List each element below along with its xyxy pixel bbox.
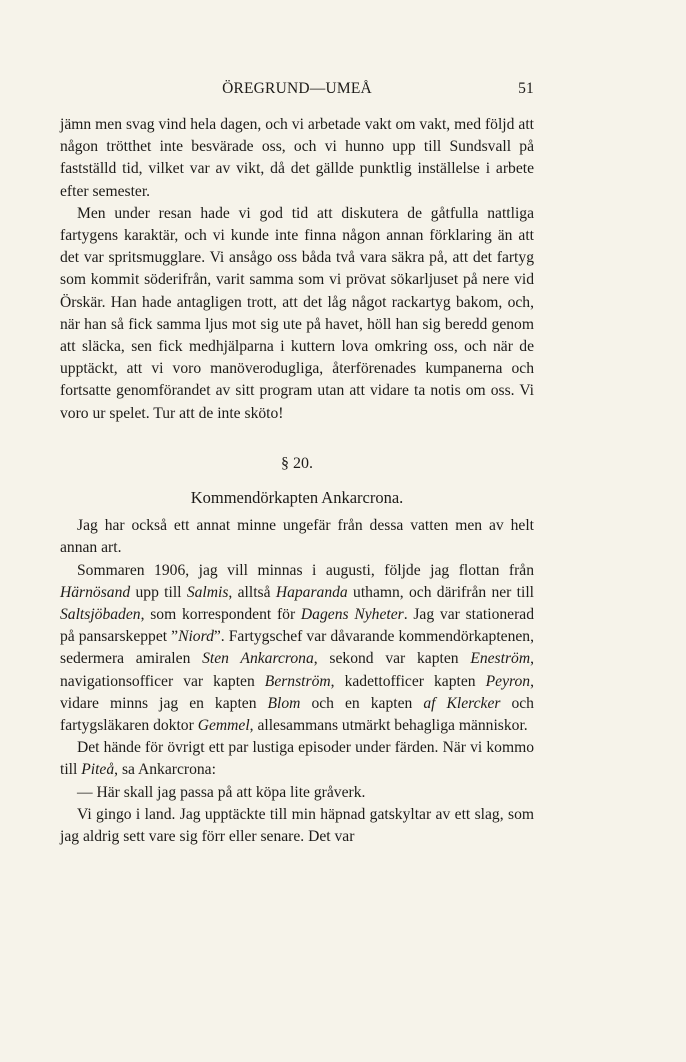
section-title: Kommendörkapten Ankarcrona. — [190, 488, 404, 508]
italic-text-run: Sten Ankarcrona — [202, 650, 314, 668]
text-run: , sekond var kapten — [313, 650, 471, 668]
paragraph — [60, 560, 534, 738]
text-run: ”. Fartygschef var dåvarande kommendörkaptenen, sedermera amiralen — [60, 628, 534, 668]
italic-text-run: Haparanda — [275, 583, 348, 601]
paragraph — [60, 203, 534, 425]
paragraph — [60, 515, 534, 559]
italic-text-run: Härnösand — [60, 583, 131, 601]
text-run: , som korrespondent för — [140, 606, 301, 624]
text-block-1 — [60, 114, 534, 425]
page-number: 51 — [518, 80, 534, 97]
text-run: , allesammans utmärkt behagliga människor. — [249, 717, 528, 735]
text-run: . Jag var stationerad på pansarskeppet ” — [60, 606, 534, 646]
italic-text-run: Eneström — [470, 650, 531, 668]
italic-text-run: Salmis — [186, 583, 229, 601]
text-run: , kadettofficer kapten — [330, 672, 486, 690]
paragraph — [60, 114, 534, 203]
italic-text-run: af Klercker — [423, 694, 501, 712]
paragraph — [60, 782, 534, 804]
section-number: § 20. — [281, 454, 313, 472]
text-run: och en kapten — [300, 694, 424, 712]
italic-text-run: Peyron — [485, 672, 531, 690]
text-run: , alltså — [228, 583, 276, 601]
text-run: jämn men svag vind hela dagen, och vi arbetade vakt om vakt, med följd att någon trötthet inte besvärade oss, och vi hunno upp till Sundsvall på fastställd tid, vilket var av vikt, då det gällde punktlig inställelse i arbete efter semester. — [60, 116, 534, 200]
italic-text-run: Piteå — [81, 761, 115, 779]
text-run: Men under resan hade vi god tid att diskutera de gåtfulla nattliga fartygens karaktär, och vi kunde inte finna någon annan förklaring än att det var spritsmugglare. Vi ansågo oss båda två vara säkra på, att det fartyg som kommit söderifrån, varit samma som vi prövat sökarljuset på nere vid Örskär. Han hade antagligen trott, att det låg något rackartyg bakom, och, när han så fick samma ljus mot sig ute på havet, höll han sig beredd genom att släcka, sen fick medhjälparna i kuttern lova omkring oss, och när de upptäckt, att vi voro manöverodugliga, återförenades kumpanerna och fortsatte genomförandet av sitt program utan att vidare ta notis om oss. Vi voro ur spelet. Tur att de inte sköto! — [60, 204, 534, 422]
paragraph — [60, 737, 534, 781]
italic-text-run: Bernström — [264, 672, 331, 690]
running-header — [60, 80, 534, 102]
italic-text-run: Gemmel — [197, 717, 250, 735]
italic-text-run: Dagens Nyheter — [300, 606, 404, 624]
text-run: , vidare minns jag en kapten — [60, 672, 534, 712]
text-run: — Här skall jag passa på att köpa lite gråverk. — [77, 783, 366, 801]
text-run: Vi gingo i land. Jag upptäckte till min häpnad gatskyltar av ett slag, som jag aldrig sett vare sig förr eller senare. Det var — [60, 805, 534, 846]
text-run: upp till — [130, 583, 187, 601]
text-run: , navigationsofficer var kapten — [60, 650, 534, 690]
text-block-2 — [60, 515, 534, 848]
italic-text-run: Blom — [267, 694, 301, 712]
paragraph — [60, 804, 534, 848]
text-run: och fartygsläkaren doktor — [60, 694, 534, 735]
italic-text-run: Saltsjöbaden — [60, 606, 141, 624]
text-run: Sommaren 1906, jag vill minnas i augusti, följde jag flottan från — [77, 561, 534, 579]
text-run: Det hände för övrigt ett par lustiga episoder under färden. När vi kommo till — [60, 739, 534, 779]
text-run: Jag har också ett annat minne ungefär från dessa vatten men av helt annan art. — [60, 517, 534, 557]
text-run: uthamn, och därifrån ner till — [347, 583, 534, 601]
italic-text-run: Niord — [178, 628, 214, 646]
text-run: , sa Ankarcrona: — [114, 761, 216, 779]
page-body — [60, 114, 534, 848]
running-title: ÖREGRUND—UMEÅ — [222, 80, 372, 97]
